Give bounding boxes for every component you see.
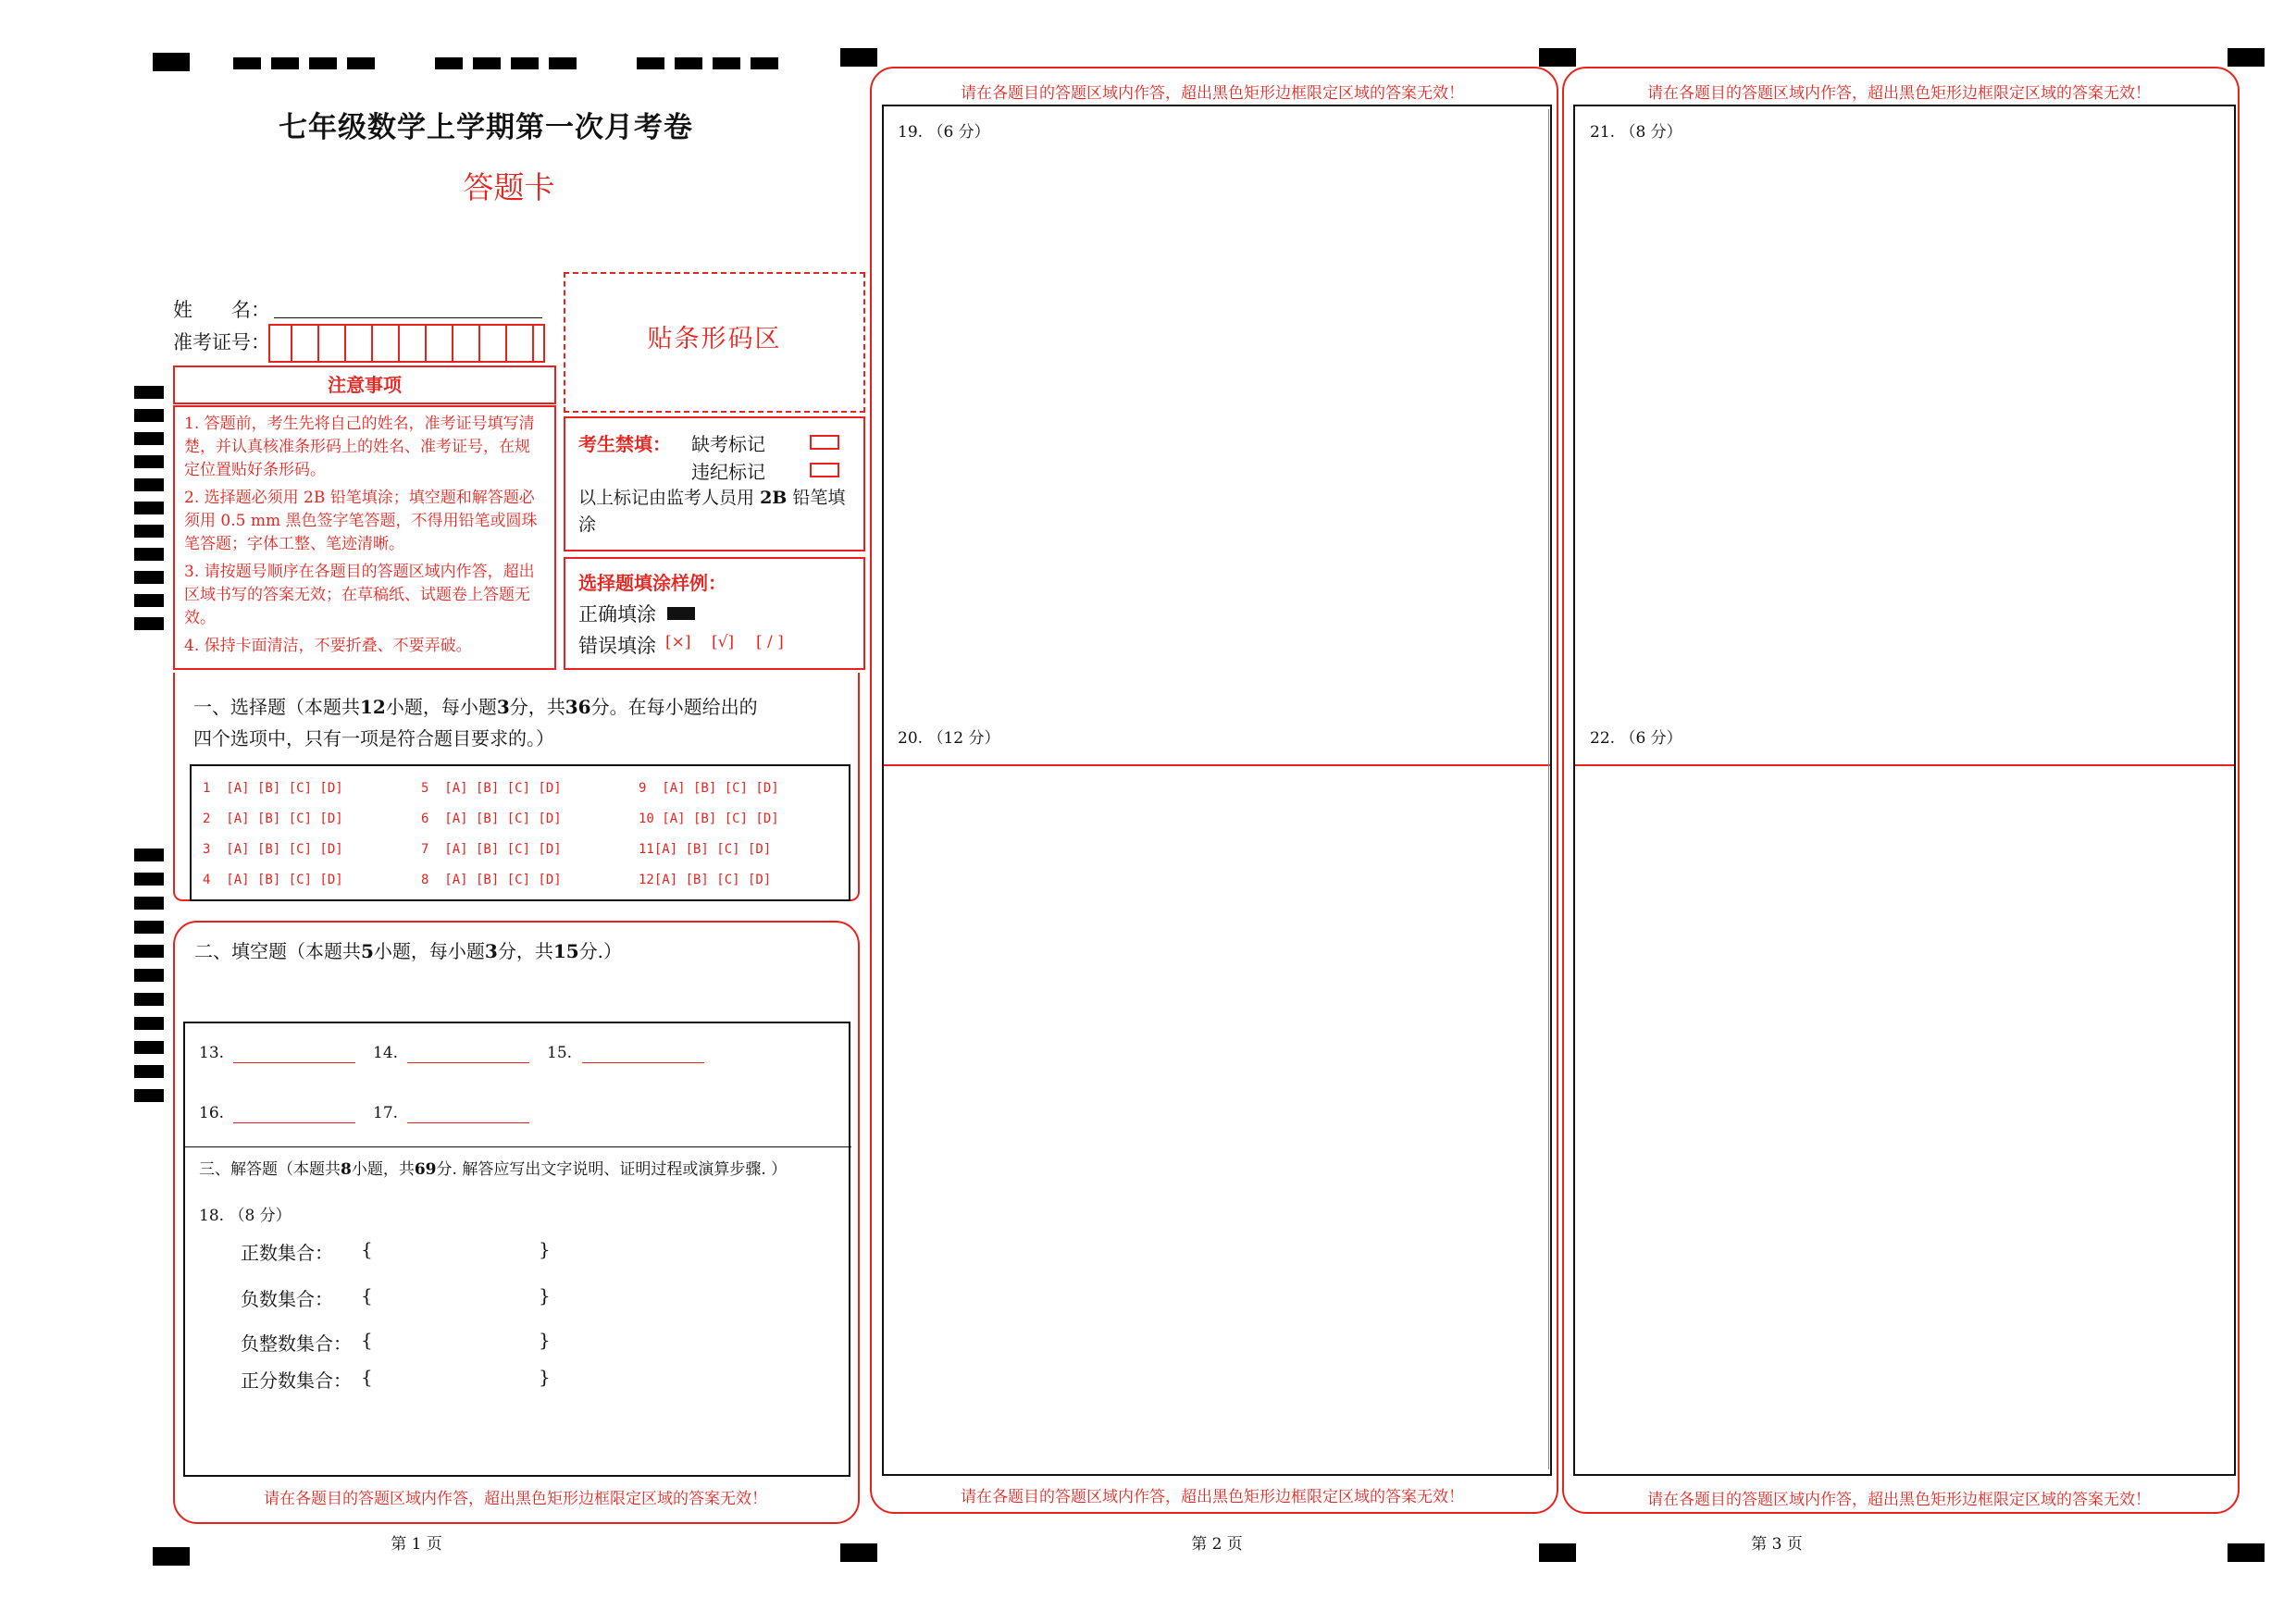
forbidden-note-pre: 以上标记由监考人员用 bbox=[578, 488, 755, 508]
set-close-brace: } bbox=[539, 1329, 551, 1351]
q22-label: 22. （6 分） bbox=[1590, 729, 1682, 748]
choice-row[interactable]: 10 [A] [B] [C] [D] bbox=[639, 812, 779, 826]
set-close-brace: } bbox=[539, 1284, 551, 1307]
set-label: 负整数集合： bbox=[241, 1332, 352, 1355]
registration-mark bbox=[153, 1547, 190, 1566]
q22-answer-area[interactable] bbox=[1575, 768, 2230, 1462]
q19-q20-divider bbox=[884, 764, 1550, 766]
set-open-brace: { bbox=[361, 1284, 373, 1307]
registration-mark bbox=[840, 1543, 877, 1562]
registration-mark bbox=[511, 57, 539, 69]
wrong-mark-cross: [×] bbox=[665, 633, 691, 651]
timing-mark bbox=[134, 386, 164, 399]
absent-label: 缺考标记 bbox=[691, 433, 765, 455]
set-row bbox=[241, 1366, 352, 1393]
section3-text: 分. 解答应写出文字说明、证明过程或演算步骤. ） bbox=[436, 1160, 788, 1179]
barcode-area bbox=[564, 272, 865, 413]
section1-text: 一、选择题（本题共 bbox=[193, 696, 360, 718]
registration-mark bbox=[1539, 1543, 1576, 1562]
section1-text: 四个选项中，只有一项是符合题目要求的。） bbox=[193, 727, 554, 750]
q15-answer-line[interactable] bbox=[582, 1062, 704, 1063]
timing-mark bbox=[134, 548, 164, 561]
warning-footer: 请在各题目的答题区域内作答，超出黑色矩形边框限定区域的答案无效！ bbox=[961, 1488, 1464, 1506]
q19-answer-area[interactable] bbox=[884, 148, 1546, 759]
choice-row[interactable]: 12[A] [B] [C] [D] bbox=[639, 873, 772, 887]
name-field[interactable] bbox=[274, 317, 542, 318]
timing-mark bbox=[134, 1089, 164, 1102]
name-label: 姓 名： bbox=[173, 299, 270, 321]
registration-mark bbox=[549, 57, 577, 69]
timing-mark bbox=[134, 502, 164, 514]
id-cell[interactable] bbox=[431, 326, 453, 361]
notice-box bbox=[173, 405, 556, 670]
id-cell[interactable] bbox=[297, 326, 319, 361]
id-number-grid[interactable] bbox=[268, 324, 545, 363]
set-open-brace: { bbox=[361, 1366, 373, 1388]
set-label: 正分数集合： bbox=[241, 1369, 352, 1392]
set-label: 正数集合： bbox=[241, 1242, 333, 1264]
notice-item: 3. 请按题号顺序在各题目的答题区域内作答，超出区域书写的答案无效；在草稿纸、试题卷上答题无效。 bbox=[184, 563, 535, 627]
set-row bbox=[241, 1329, 352, 1356]
fill-sample-box bbox=[564, 557, 865, 670]
id-cell[interactable] bbox=[351, 326, 373, 361]
absent-checkbox[interactable] bbox=[810, 435, 839, 450]
timing-mark bbox=[134, 897, 164, 910]
section2-text: 二、填空题（本题共 bbox=[194, 940, 361, 962]
q17-label: 17. bbox=[373, 1104, 399, 1122]
q21-label: 21. （8 分） bbox=[1590, 123, 1682, 142]
choice-row[interactable]: 11[A] [B] [C] [D] bbox=[639, 842, 772, 857]
section2-instruction bbox=[194, 936, 842, 963]
timing-mark bbox=[134, 525, 164, 538]
choice-grid bbox=[190, 764, 850, 901]
q18-label: 18. （8 分） bbox=[199, 1207, 292, 1225]
section3-total: 69 bbox=[414, 1160, 437, 1179]
page2-inner-rule bbox=[1548, 109, 1549, 1469]
warning-footer: 请在各题目的答题区域内作答，超出黑色矩形边框限定区域的答案无效！ bbox=[1647, 1491, 2151, 1509]
section3-instruction bbox=[199, 1156, 847, 1179]
answer-sheet-title: 答题卡 bbox=[463, 169, 555, 205]
choice-row[interactable]: 5 [A] [B] [C] [D] bbox=[421, 781, 562, 796]
page-number: 第 1 页 bbox=[391, 1535, 442, 1554]
section2-text: 小题，每小题 bbox=[373, 940, 485, 962]
exam-title: 七年级数学上学期第一次月考卷 bbox=[279, 111, 693, 144]
violation-label: 违纪标记 bbox=[691, 461, 765, 483]
set-answer-field[interactable] bbox=[375, 1284, 532, 1308]
forbidden-note-bold: 2B bbox=[760, 488, 788, 508]
forbidden-note-post: 铅笔填涂 bbox=[578, 488, 846, 535]
violation-checkbox[interactable] bbox=[810, 463, 839, 477]
timing-mark bbox=[134, 849, 164, 861]
notice-item: 1. 答题前，考生先将自己的姓名，准考证号填写清楚，并认真核准条形码上的姓名、准考证号，在规定位置贴好条形码。 bbox=[184, 415, 535, 479]
warning-header: 请在各题目的答题区域内作答，超出黑色矩形边框限定区域的答案无效！ bbox=[1647, 84, 2151, 103]
notice-title: 注意事项 bbox=[328, 374, 402, 396]
timing-mark bbox=[134, 1065, 164, 1078]
choice-row[interactable]: 6 [A] [B] [C] [D] bbox=[421, 812, 562, 826]
section1-instruction bbox=[193, 691, 841, 754]
section1-text: 分，共 bbox=[509, 696, 565, 718]
q17-answer-line[interactable] bbox=[407, 1122, 529, 1123]
q13-label: 13. bbox=[199, 1044, 225, 1062]
timing-mark bbox=[134, 455, 164, 468]
registration-mark bbox=[309, 57, 337, 69]
timing-mark bbox=[134, 432, 164, 445]
set-answer-field[interactable] bbox=[375, 1238, 532, 1262]
section2-each: 3 bbox=[484, 940, 498, 962]
registration-mark bbox=[637, 57, 664, 69]
registration-mark bbox=[153, 53, 190, 71]
q21-answer-area[interactable] bbox=[1575, 148, 2230, 759]
choice-row[interactable]: 2 [A] [B] [C] [D] bbox=[203, 812, 343, 826]
page-number: 第 3 页 bbox=[1751, 1535, 1803, 1554]
q16-answer-line[interactable] bbox=[233, 1122, 355, 1123]
timing-mark bbox=[134, 594, 164, 607]
set-close-brace: } bbox=[539, 1238, 551, 1260]
q16-label: 16. bbox=[199, 1104, 225, 1122]
timing-mark bbox=[134, 969, 164, 982]
id-cell[interactable] bbox=[270, 326, 292, 361]
notice-item: 4. 保持卡面清洁，不要折叠、不要弄破。 bbox=[184, 637, 472, 655]
wrong-label: 错误填涂 bbox=[578, 635, 656, 657]
q15-label: 15. bbox=[547, 1044, 573, 1062]
wrong-mark-check: [√] bbox=[712, 633, 735, 651]
choice-row[interactable]: 4 [A] [B] [C] [D] bbox=[203, 873, 343, 887]
timing-mark bbox=[134, 571, 164, 584]
section1-each: 3 bbox=[496, 696, 510, 718]
registration-mark bbox=[2228, 1543, 2265, 1562]
timing-mark bbox=[134, 1017, 164, 1030]
registration-mark bbox=[473, 57, 501, 69]
timing-mark bbox=[134, 873, 164, 886]
section3-text: 小题，共 bbox=[351, 1160, 415, 1179]
id-cell[interactable] bbox=[404, 326, 427, 361]
wrong-mark-slash: [ / ] bbox=[756, 633, 784, 651]
choice-row[interactable]: 7 [A] [B] [C] [D] bbox=[421, 842, 562, 857]
section1-total: 36 bbox=[565, 696, 591, 718]
registration-mark bbox=[675, 57, 702, 69]
registration-mark bbox=[233, 57, 261, 69]
registration-mark bbox=[435, 57, 463, 69]
section2-text: 分.） bbox=[578, 940, 623, 962]
warning-header: 请在各题目的答题区域内作答，超出黑色矩形边框限定区域的答案无效！ bbox=[961, 84, 1464, 103]
registration-mark bbox=[713, 57, 740, 69]
registration-mark bbox=[1539, 48, 1576, 67]
choice-row[interactable]: 9 [A] [B] [C] [D] bbox=[639, 781, 779, 796]
correct-fill-example bbox=[667, 607, 695, 620]
timing-mark bbox=[134, 409, 164, 422]
section1-text: 分。在每小题给出的 bbox=[590, 696, 758, 718]
warning-footer: 请在各题目的答题区域内作答，超出黑色矩形边框限定区域的答案无效！ bbox=[264, 1490, 767, 1508]
section-divider bbox=[185, 1146, 851, 1147]
id-cell[interactable] bbox=[512, 326, 534, 361]
q13-answer-line[interactable] bbox=[233, 1062, 355, 1063]
notice-header bbox=[173, 365, 556, 404]
timing-mark bbox=[134, 1041, 164, 1054]
id-cell[interactable] bbox=[324, 326, 346, 361]
set-open-brace: { bbox=[361, 1238, 373, 1260]
registration-mark bbox=[271, 57, 299, 69]
set-close-brace: } bbox=[539, 1366, 551, 1388]
section3-count: 8 bbox=[341, 1160, 352, 1179]
registration-mark bbox=[347, 57, 375, 69]
q21-q22-divider bbox=[1575, 764, 2234, 766]
id-cell[interactable] bbox=[378, 326, 400, 361]
section2-total: 15 bbox=[552, 940, 579, 962]
q20-answer-area[interactable] bbox=[884, 768, 1546, 1462]
registration-mark bbox=[751, 57, 778, 69]
choice-row[interactable]: 8 [A] [B] [C] [D] bbox=[421, 873, 562, 887]
notice-item: 2. 选择题必须用 2B 铅笔填涂；填空题和解答题必须用 0.5 mm 黑色签字笔答题，不得用铅笔或圆珠笔答题；字体工整、笔迹清晰。 bbox=[184, 489, 538, 553]
forbidden-note bbox=[578, 485, 856, 539]
section1-text: 小题，每小题 bbox=[385, 696, 497, 718]
sample-title: 选择题填涂样例： bbox=[578, 572, 726, 594]
set-answer-field[interactable] bbox=[375, 1366, 532, 1390]
section2-text: 分，共 bbox=[497, 940, 553, 962]
set-row bbox=[241, 1284, 333, 1311]
registration-mark bbox=[840, 48, 877, 67]
timing-mark bbox=[134, 921, 164, 934]
page-number: 第 2 页 bbox=[1191, 1535, 1243, 1554]
set-answer-field[interactable] bbox=[375, 1329, 532, 1353]
q14-answer-line[interactable] bbox=[407, 1062, 529, 1063]
timing-mark bbox=[134, 945, 164, 958]
timing-mark bbox=[134, 478, 164, 491]
correct-label: 正确填涂 bbox=[578, 603, 656, 626]
timing-mark bbox=[134, 617, 164, 630]
id-cell[interactable] bbox=[485, 326, 507, 361]
id-cell[interactable] bbox=[458, 326, 480, 361]
forbidden-title: 考生禁填： bbox=[578, 433, 671, 455]
id-label: 准考证号： bbox=[173, 331, 270, 353]
set-label: 负数集合： bbox=[241, 1288, 333, 1310]
set-row bbox=[241, 1238, 333, 1265]
barcode-label: 贴条形码区 bbox=[647, 325, 782, 353]
registration-mark bbox=[2228, 48, 2265, 67]
q14-label: 14. bbox=[373, 1044, 399, 1062]
q20-label: 20. （12 分） bbox=[898, 729, 1000, 748]
choice-row[interactable]: 3 [A] [B] [C] [D] bbox=[203, 842, 343, 857]
choice-row[interactable]: 1 [A] [B] [C] [D] bbox=[203, 781, 343, 796]
section3-text: 三、解答题（本题共 bbox=[199, 1160, 341, 1179]
q19-label: 19. （6 分） bbox=[898, 123, 990, 142]
section2-count: 5 bbox=[361, 940, 374, 962]
section1-count: 12 bbox=[360, 696, 386, 718]
forbidden-box bbox=[564, 416, 865, 551]
timing-mark bbox=[134, 993, 164, 1006]
set-open-brace: { bbox=[361, 1329, 373, 1351]
